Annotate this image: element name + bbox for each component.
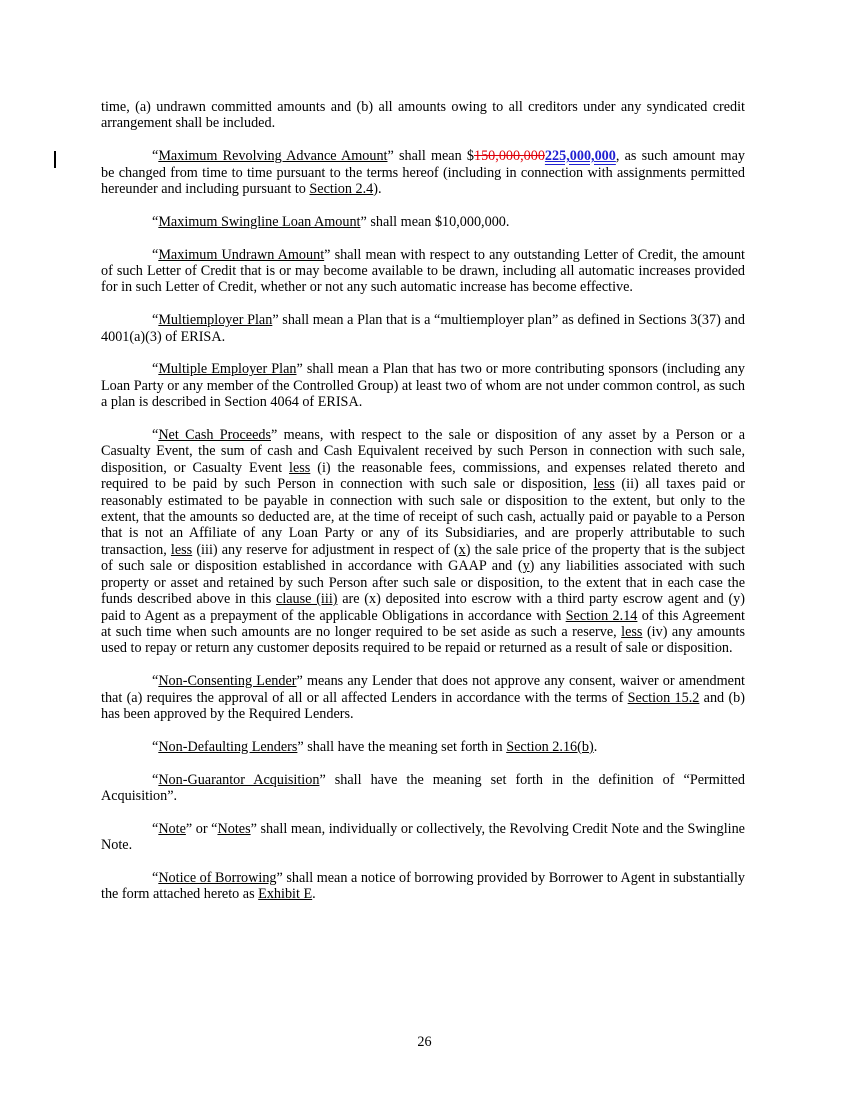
clause-letter-x: x xyxy=(458,541,466,558)
page-number: 26 xyxy=(417,1034,432,1050)
defined-term: Maximum Revolving Advance Amount xyxy=(158,148,388,165)
inserted-text: 225,000,000 xyxy=(544,148,616,165)
definition-net-cash-proceeds: “Net Cash Proceeds” means, with respect to the sale or disposition of any asset by a Person or a Casualty Event, the sum of cash and Cash Equivalent received by such Person in connection with such sale, disposition, or Casualty Event less (i) the reasonable fees, commissions, and expenses related thereto and required to be paid by such Person in connection with such sale or disposition, less (ii) all taxes paid or reasonably estimated to be payable in connection with such sale or disposition to the extent, but only to the extent, that the amounts so deducted are, at the time of receipt of such cash, actually paid or payable to a Person that is not an Affiliate of any Loan Party or any of its Subsidiaries, and are properly attributable to such transaction, less (iii) any reserve for adjustment in respect of (x) the sale price of the property that is the subject of such sale or disposition established in accordance with GAAP and (y) any liabilities associated with such property or asset and retained by such Person after such sale or disposition, to the extent that in each case the funds described above in this clause (iii) are (x) deposited into escrow with a third party escrow agent and (y) paid to Agent as a prepayment of the applicable Obligations in accordance with Section 2.14 of this Agreement at such time when such amounts are no longer required to be set aside as such a reserve, less (iv) any amounts used to repay or return any customer deposits required to be repaid or returned as a result of sale or disposition. xyxy=(101,427,746,657)
defined-term: Notes xyxy=(217,820,251,837)
defined-term: Multiemployer Plan xyxy=(158,312,273,329)
revision-change-bar xyxy=(54,151,56,168)
defined-term: Maximum Undrawn Amount xyxy=(158,246,325,263)
definition-maximum-revolving-advance-amount: “Maximum Revolving Advance Amount” shall mean $150,000,000225,000,000, as such amount may be changed from time to time pursuant to the terms hereof (including in connection with assignments permitted hereunder and including pursuant to Section 2.4). xyxy=(101,148,745,198)
definition-multiple-employer-plan: “Multiple Employer Plan” shall mean a Plan that has two or more contributing sponsors (including any Loan Party or any member of the Controlled Group) at least two of whom are not under common control, as such a plan is described in Section 4064 of ERISA. xyxy=(101,361,745,411)
less-term: less xyxy=(621,623,643,640)
less-term: less xyxy=(593,476,615,493)
definition-notice-of-borrowing: “Notice of Borrowing” shall mean a notice of borrowing provided by Borrower to Agent in substantially the form attached hereto as Exhibit E. xyxy=(101,869,746,903)
clause-letter-y: y xyxy=(522,558,530,575)
deleted-text: 150,000,000 xyxy=(473,148,545,165)
exhibit-reference: Exhibit E xyxy=(258,886,313,903)
definition-maximum-undrawn-amount: “Maximum Undrawn Amount” shall mean with respect to any outstanding Letter of Credit, the amount of such Letter of Credit that is or may become available to be drawn, including all automatic increases provided for in such Letter of Credit, whether or not any such automatic increase has become effective. xyxy=(101,246,745,296)
defined-term: Net Cash Proceeds xyxy=(158,427,271,444)
defined-term: Non-Guarantor Acquisition xyxy=(158,771,320,788)
section-reference: Section 15.2 xyxy=(627,689,700,706)
defined-term: Notice of Borrowing xyxy=(158,869,277,886)
section-reference: Section 2.14 xyxy=(565,607,638,624)
paragraph-continuation: time, (a) undrawn committed amounts and (b) all amounts owing to all creditors under any syndicated credit arrangement shall be included. xyxy=(101,99,745,132)
document-body xyxy=(101,99,745,919)
definition-non-defaulting-lenders: “Non-Defaulting Lenders” shall have the meaning set forth in Section 2.16(b). xyxy=(152,738,598,755)
definition-maximum-swingline-loan-amount: “Maximum Swingline Loan Amount” shall mean $10,000,000. xyxy=(152,213,510,230)
defined-term: Maximum Swingline Loan Amount xyxy=(158,213,361,230)
defined-term: Note xyxy=(158,820,186,837)
less-term: less xyxy=(170,541,193,558)
defined-term: Multiple Employer Plan xyxy=(158,361,297,378)
defined-term: Non-Defaulting Lenders xyxy=(158,738,298,755)
section-reference: Section 2.16(b) xyxy=(506,738,594,755)
section-reference: Section 2.4 xyxy=(309,181,374,198)
definition-multiemployer-plan: “Multiemployer Plan” shall mean a Plan that is a “multiemployer plan” as defined in Sections 3(37) and 4001(a)(3) of ERISA. xyxy=(101,312,745,345)
less-term: less xyxy=(289,459,311,476)
definition-non-guarantor-acquisition: “Non-Guarantor Acquisition” shall have the meaning set forth in the definition of “Permitted Acquisition”. xyxy=(101,771,745,804)
definition-non-consenting-lender: “Non-Consenting Lender” means any Lender that does not approve any consent, waiver or amendment that (a) requires the approval of all or all affected Lenders in accordance with the terms of Section 15.2 and (b) has been approved by the Required Lenders. xyxy=(101,673,745,722)
defined-term: Non-Consenting Lender xyxy=(158,673,297,690)
definition-note: “Note” or “Notes” shall mean, individually or collectively, the Revolving Credit Note and the Swingline Note. xyxy=(101,820,745,854)
clause-reference: clause (iii) xyxy=(276,591,338,608)
